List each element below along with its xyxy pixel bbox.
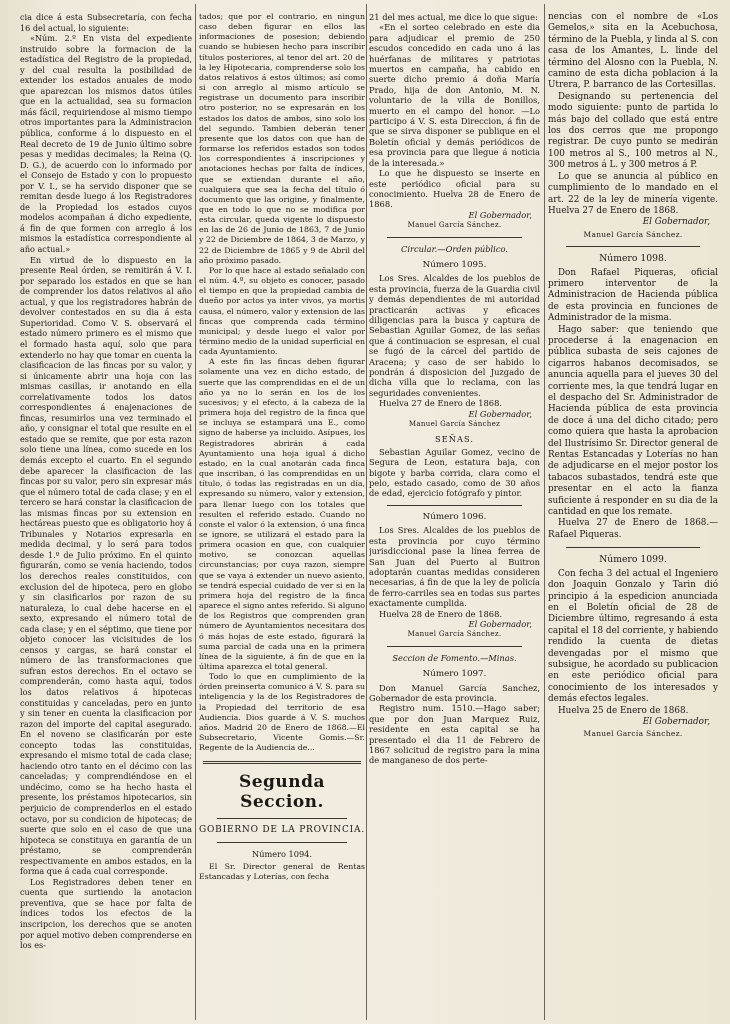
date-line: Huelva 25 de Enero de 1868. — [558, 705, 689, 716]
notice-number: Número 1094. — [252, 848, 312, 859]
notice-number: Número 1098. — [599, 253, 667, 265]
notice-number: Número 1097. — [422, 669, 487, 680]
signature-name: Manuel García Sánchez — [408, 419, 501, 429]
divider — [387, 646, 522, 647]
paragraph: Los Sres. Alcaldes de los pueblos de esta provincia por cuyo término jurisdiccional pase la línea ferrea de San Juan del Puerto al Buitron adoptarán cuantas medidas consideren necesarias, á fin de que la ley de policía de ferro-carriles sea en todas sus partes exactamente cumplida. — [369, 525, 540, 609]
signature-title: El Gobernador, — [642, 716, 710, 727]
paragraph: tados; que por el contrario, en ningun caso deben figurar en ellos las informaciones de posesion; debiendo cuando se hubiesen hecho para inscribir títulos posteriores, al tenor del art. 20 de la ley Hipotecaria, comprenderse solo los datos relativos á estos últimos; así como si con arreglo al mismo artículo se registrase un documento para inscribir otro posterior, no se expresarán en los estados los datos de ambos, sino solo los del segundo. Tambien deberán tener presente que los datos con que han de formarse los referidos estados son todos los correspondientes á inscripciones y anotaciones hechas por falta de índices, que se extiendan durante el año, cualquiera que sea la fecha del título ó documento que las origine, y finalmente, que en todo lo que no se modifica por esta circular, queda vigente lo dispuesto en las de 26 de Junio de 1863, 7 de Junio y 22 de Diciembre de 1864, 3 de Marzo, y 22 de Diciembre de 1865 y 9 de Abril del año próximo pasado. — [199, 12, 365, 265]
divider — [217, 842, 347, 843]
notice-number: Número 1096. — [422, 511, 487, 522]
signature-title: El Gobernador, — [468, 618, 532, 629]
paragraph: Por lo que hace al estado señalado con el núm. 4.º, su objeto es conocer, pasado el tiempo en que la propiedad cambia de dueño por actos ya inter vivos, ya mortis causa, el número, valor y extension de las fincas que comprenda cada término municipal; y desde luego el valor por término medio de la unidad superficial en cada Ayuntamiento. — [199, 265, 365, 357]
paragraph: Los Registradores deben tener en cuenta que surtiendo la anotacion preventiva, que se hace por falta de índices todos los efectos de la inscripcion, los derechos que se anoten por aquel motivo deben comprenderse en los es- — [20, 876, 192, 951]
divider — [387, 505, 522, 506]
government-heading: GOBIERNO DE LA PROVINCIA. — [199, 825, 365, 836]
paragraph: Lo que he dispuesto se inserte en este periódico oficial para su conocimiento. Huelva 28 de Enero de 1868. — [369, 168, 540, 210]
signature-title: El Gobernador, — [468, 408, 532, 419]
column-4 — [548, 12, 718, 1018]
divider — [387, 237, 522, 238]
divider — [566, 547, 700, 548]
notice-number: Número 1099. — [599, 554, 667, 566]
circular-heading: Circular.—Orden público. — [401, 243, 508, 254]
date-line: Huelva 27 de Enero de 1868.—Rafael Piqueras. — [548, 518, 718, 540]
paragraph: 21 del mes actual, me dice lo que sigue: — [369, 12, 538, 22]
signature-name: Manuel García Sánchez. — [407, 629, 502, 639]
signature-name: Manuel García Sánchez. — [583, 229, 683, 239]
paragraph: En virtud de lo dispuesto en la presente Real órden, se remitirán á V. I. por separado los estados en que se han de comprender los datos relativos al año actual, y que los registradores habrán de devolver contestados en su dia á esta Superioridad. Como V. S. observará el estado número primero es el mismo que el formado hasta aquí, solo que para extenderlo no hay que tomar en cuenta la clasificacion de las fincas por su valor, y si únicamente abrir una hoja con las mismas casillas, ir anotando en ella correlativamente todos los datos correspondientes á enajenaciones de fincas, resumirlos una vez terminado el año, y consignar el total que resulte en el estado que se remite, que por esta razon solo tiene una línea, como sucede en los demás excepto el cuarto. En el segundo debe aparecer la clasificacion de las fincas por su valor, pero sin expresar más que el número total de cada clase; y en el tercero se hará constar la clasificacion de las mismas fincas por su extension en hectáreas puesto que es obligatorio hoy á Tribunales y Notarios expresarla en medida decimal, y lo será para todos desde 1.º de Julio próximo. En el quinto figurarán, como se venía haciendo, todos los derechos reales constituidos, con exclusion del de hipoteca, pero en globo y sin clasificarlos por razon de su naturaleza, lo cual debe hacerse en el sexto, expresando el número total de cada clase; y en el séptimo, que tiene por objeto conocer las vicisitudes de los censos y cargas, se hará constar el número de las transformaciones que sufran estos derechos. En el octavo se comprenderán, como hasta aquí, todos los datos relativos á hipotecas constituidas y canceladas, pero en junto y sin tener en cuenta la clasificacion por razon del importe del capital asegurado. En el noveno se clasificarán por este concepto todas las constituidas, expresando el mismo total de cada clase; haciendo otro tanto en el décimo con las canceladas; y comprendiéndose en el undécimo, como se ha hecho hasta el presente, los préstamos hipotecarios, sin perjuicio de comprenderlos en el estado octavo, por su condicion de hipotecas; de suerte que solo en el caso de que una hipoteca se constituya en garantía de un préstamo, se comprenderán respectivamente en ambos estados, en la forma que á cada cual corresponde. — [20, 254, 192, 877]
paragraph: Sebastian Aguilar Gomez, vecino de Segura de Leon, estatura baja, con bigote y barba corrida, clara como el pelo, estado casado, como de 30 años de edad, ejercicio fotógrafo y pintor. — [369, 446, 540, 499]
section-divider — [203, 761, 361, 764]
column-1 — [20, 12, 192, 1018]
paragraph: Don Rafael Piqueras, oficial primero interventor de la Administracion de Hacienda pública de esta provincia en funciones de Administrador de la misma. — [548, 267, 718, 324]
column-divider — [544, 4, 545, 1020]
paragraph: Don Manuel García Sanchez, Gobernador de esta provincia. — [369, 682, 540, 703]
signature-name: Manuel García Sánchez. — [407, 220, 502, 230]
paragraph: cia dice á esta Subsecretaría, con fecha 16 del actual, lo siguiente: — [20, 12, 192, 33]
paragraph: «En el sorteo celebrado en este dia para adjudicar el premio de 250 escudos concedido en cada uno á las huérfanas de militares y patriotas muertos en campaña, ha cabido en suerte dicho premio á doña María Prado, hija de don Antonio, M. N. voluntario de la villa de Bonillos, muerto en el campo del honor. —Lo participo á V. S. esta Direccion, á fin de que se sirva disponer se publique en el Boletín oficial y demás periódicos de esa provincia para que llegue á noticia de la interesada.» — [369, 22, 540, 168]
senas-heading: SEÑAS. — [434, 434, 475, 445]
paragraph: Con fecha 3 del actual el Ingeniero don Joaquin Gonzalo y Tarin dió principio á la espedicion anunciada en el Boletín oficial de 28 de Diciembre último, regresando á esta capital el 18 del corriente, y habiendo rendido la cuenta de dietas devengadas por el mismo que subsigue, he acordado su publicacion en este periódico oficial para conocimiento de los interesados y demás efectos legales. — [548, 568, 718, 705]
signature-title: El Gobernador, — [642, 217, 710, 228]
date-line: Huelva 28 de Enero de 1868. — [379, 608, 502, 619]
divider — [217, 818, 347, 819]
paragraph: Registro num. 1510.—Hago saber; que por don Juan Marquez Ruiz, residente en esta capital se ha presentado el dia 11 de Febrero de 1867 solicitud de registro para la mina de manganeso de dos perte- — [369, 703, 540, 766]
divider — [566, 246, 700, 247]
section-title: Segunda Seccion. — [238, 772, 326, 813]
paragraph: Designando su pertenencia del modo siguiente: punto de partida lo más bajo del collado que está entre los dos cerros que me propongo registrar. De cuyo punto se medirán 100 metros al S., 100 metros al N., 300 metros á L. y 300 metros á P. — [548, 91, 718, 171]
notice-number: Número 1095. — [422, 259, 487, 270]
paragraph: A este fin las fincas deben figurar solamente una vez en dicho estado, de suerte que las comprendidas en el de un año ya no lo serán en los de los sucesivos; y el efecto, á la cabeza de la primera hoja del registro de la finca que se incluya se estampará una E., como signo de haberse ya incluido. Asípues, los Registradores abrirán á cada Ayuntamiento una hoja igual á dicho estado, en la cual anotarán cada finca que inscriban, ó las comprendidas en un título, ó todas las registradas en un día, expresando su número, valor y extension, para llenar luego con los totales que resulten el referido estado. Cuando no conste el valor ó la extension, ó una finca se ignore, se utilizará el estado para la primera ocasion en que, con cualquier motivo, se conozcan aquellas circunstancias; por cuya razon, siempre que se vaya á extender un nuevo asiento, se tendrá especial cuidado de ver si en la primera hoja del registro de la finca aparece el signo antes referido. Si alguno de los Registros que comprenden gran número de Ayuntamientos necesitara dos ó más hojas de este estado, figurará la suma parcial de cada una en la primera línea de la siguiente, á fin de que en la última aparezca el total general. — [199, 357, 365, 671]
paragraph: Hago saber: que teniendo que procederse á la enagenacion en pública subasta de seis cajones de cigarros habanos decomisados, se anuncia aquella para el jueves 30 del corriente mes, la que tendrá lugar en el despacho del Sr. Administrador de Hacienda pública de esta provincia de doce á una del dicho citado; pero como quiera que hasta la aprobacion del Ilustrísimo Sr. Director general de Rentas Estancadas y Loterías no han de adjudicarse en el mejor postor los tabacos subastados, tendrá este que presentar en el acto la fianza suficiente á responder en su dia de la cantidad en que los remate. — [548, 324, 718, 518]
fomento-heading: Seccion de Fomento.—Minas. — [392, 652, 517, 663]
paragraph: nencias con el nombre de «Los Gemelos,» sita en la Acebuchosa, término de la Puebla, y linda al S. con casa de los Amantes, L. linde del término del Alosno con la Puebla, N. camino de esta dicha poblacion á la Utrera, P. barranco de las Cortesillas. — [548, 12, 718, 91]
date-line: Huelva 27 de Enero de 1868. — [379, 398, 502, 409]
paragraph: Lo que se anuncia al público en cumplimiento de lo mandado en el art. 22 de la ley de minería vigente. Huelva 27 de Enero de 1868. — [548, 171, 718, 216]
paragraph: «Núm. 2.º En vista del expediente instruido sobre la formacion de la estadística del Registro de la propiedad, y del cual resulta la posibilidad de extender los estados anuales de modo que aparezcan los mismos datos útiles que en la actualidad, sea su formacion más fácil, requiriendose al mismo tiempo otros importantes para la Administracion pública, conforme á lo dispuesto en el Real decreto de 19 de Junio último sobre pesas y medidas decimales; la Reina (Q. D. G.), de acuerdo con lo informado por el Consejo de Estado y con lo propuesto por V. I., se ha servido disponer que se remitan desde luego á los Registradores de la Propiedad los estados cuyos modelos acompañan á dicho expediente, á fin de que formen con arreglo á los mismos la estadística correspondiente al año actual.» — [20, 33, 192, 255]
paragraph: El Sr. Director general de Rentas Estancadas y Loterías, con fecha — [199, 861, 365, 881]
signature-title: El Gobernador, — [468, 209, 532, 220]
paragraph: Los Sres. Alcaldes de los pueblos de esta provincia, fuerza de la Guardia civil y demás dependientes de mi autoridad practicarán activas y eficaces diligencias para la busca y captura de Sebastian Aguilar Gomez, de las señas que á continuacion se espresan, el cual se fugó de la cárcel del partido de Aracena; y caso de ser habido lo pondrán á disposicion del Juzgado de dicha villa que lo reclama, con las seguridades convenientes. — [369, 273, 540, 398]
column-2 — [199, 12, 365, 1018]
signature-name: Manuel García Sánchez. — [583, 729, 683, 739]
column-3 — [369, 12, 540, 1018]
paragraph: Todo lo que en cumplimiento de la órden preinserta comunico á V. S. para su inteligencia y la de los Registradores de la Propiedad del territorio de esa Audiencia. Dios guarde á V. S. muchos años. Madrid 20 de Enero de 1868.—El Subsecretario, Vicente Gomis.—Sr. Regente de la Audiencia de... — [199, 672, 365, 753]
column-divider — [366, 4, 367, 1020]
column-divider — [195, 4, 196, 1020]
